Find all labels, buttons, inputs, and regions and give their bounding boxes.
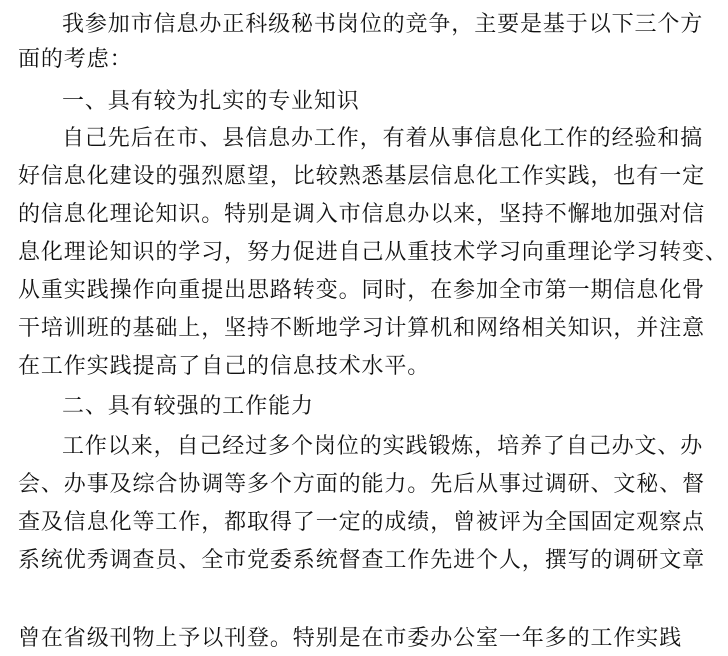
section-1-paragraph-line: 息化理论知识的学习，努力促进自己从重技术学习向重理论学习转变、 <box>18 240 728 265</box>
section-1-paragraph-line: 自己先后在市、县信息办工作，有着从事信息化工作的经验和搞 <box>62 126 704 151</box>
intro-line-2: 面的考虑： <box>18 47 133 72</box>
section-2-paragraph-line: 工作以来，自己经过多个岗位的实践锻炼，培养了自己办文、办 <box>62 434 704 459</box>
intro-line-1: 我参加市信息办正科级秘书岗位的竞争，主要是基于以下三个方 <box>62 12 704 37</box>
section-2-paragraph-line: 查及信息化等工作，都取得了一定的成绩，曾被评为全国固定观察点 <box>18 510 706 535</box>
cutoff-line: 曾在省级刊物上予以刊登。特别是在市委办公室一年多的工作实践 <box>18 626 683 651</box>
section-2-paragraph-line: 系统优秀调查员、全市党委系统督查工作先进个人，撰写的调研文章 <box>18 548 706 573</box>
section-1-heading: 一、具有较为扎实的专业知识 <box>62 89 360 114</box>
section-1-paragraph-line: 在工作实践提高了自己的信息技术水平。 <box>18 354 431 379</box>
section-1-paragraph-line: 从重实践操作向重提出思路转变。同时，在参加全市第一期信息化骨 <box>18 278 706 303</box>
section-2-paragraph-line: 会、办事及综合协调等多个方面的能力。先后从事过调研、文秘、督 <box>18 472 706 497</box>
section-1-paragraph-line: 的信息化理论知识。特别是调入市信息办以来，坚持不懈地加强对信 <box>18 202 706 227</box>
section-2-heading: 二、具有较强的工作能力 <box>62 394 314 419</box>
section-1-paragraph-line: 干培训班的基础上，坚持不断地学习计算机和网络相关知识，并注意 <box>18 316 706 341</box>
section-1-paragraph-line: 好信息化建设的强烈愿望，比较熟悉基层信息化工作实践，也有一定 <box>18 164 706 189</box>
